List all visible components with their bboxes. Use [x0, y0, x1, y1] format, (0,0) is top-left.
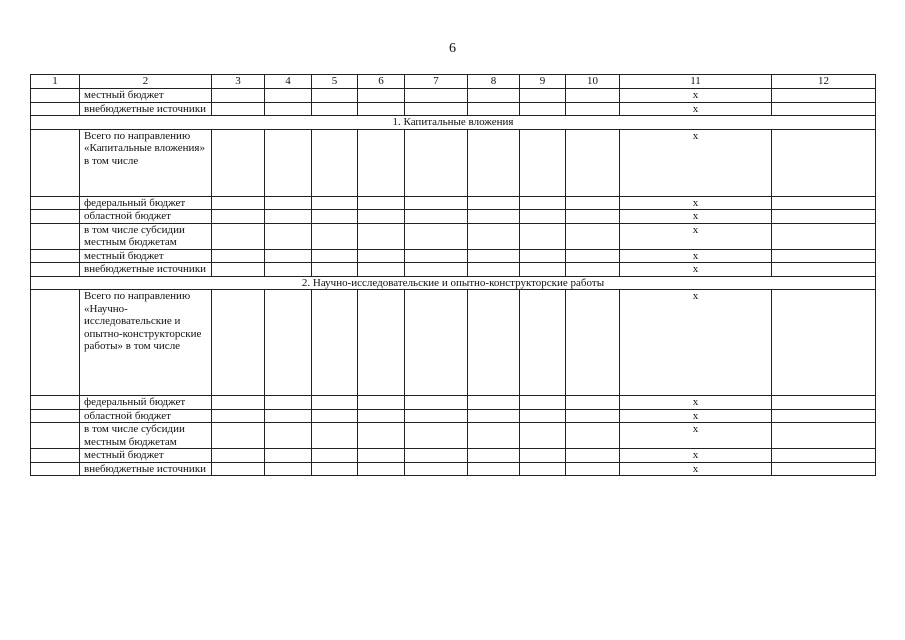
table-row [31, 249, 876, 263]
table-row [31, 196, 876, 210]
section-header-row [31, 116, 876, 130]
table-row [31, 290, 876, 396]
table-row [31, 396, 876, 410]
row-mark: x [620, 102, 772, 116]
budget-table [30, 74, 876, 476]
column-header: 6 [358, 75, 405, 89]
row-label: федеральный бюджет [80, 396, 212, 410]
column-header: 12 [772, 75, 876, 89]
table-row [31, 223, 876, 249]
table-row [31, 263, 876, 277]
section-title: 1. Капитальные вложения [31, 116, 876, 130]
section-title: 2. Научно-исследовательские и опытно-конструкторские работы [31, 276, 876, 290]
table-row [31, 462, 876, 476]
section-header-row [31, 276, 876, 290]
column-header: 4 [265, 75, 312, 89]
row-label: местный бюджет [80, 449, 212, 463]
row-mark: x [620, 89, 772, 103]
column-header: 1 [31, 75, 80, 89]
table-row [31, 89, 876, 103]
row-mark: x [620, 210, 772, 224]
row-label: в том числе субсидии местным бюджетам [80, 423, 212, 449]
column-header: 9 [520, 75, 566, 89]
row-label: областной бюджет [80, 409, 212, 423]
row-mark: x [620, 223, 772, 249]
column-header: 7 [405, 75, 468, 89]
table-row [31, 423, 876, 449]
row-mark: x [620, 129, 772, 196]
row-label: внебюджетные источники [80, 462, 212, 476]
column-header: 10 [566, 75, 620, 89]
row-label: федеральный бюджет [80, 196, 212, 210]
row-label: местный бюджет [80, 249, 212, 263]
row-label: внебюджетные источники [80, 102, 212, 116]
table-row [31, 210, 876, 224]
row-mark: x [620, 263, 772, 277]
header-row [31, 75, 876, 89]
row-label: местный бюджет [80, 89, 212, 103]
row-mark: x [620, 396, 772, 410]
row-mark: x [620, 449, 772, 463]
row-mark: x [620, 423, 772, 449]
row-label: областной бюджет [80, 210, 212, 224]
row-mark: x [620, 462, 772, 476]
table-row [31, 102, 876, 116]
row-label: Всего по направлению «Капитальные вложения» в том числе [80, 129, 212, 196]
row-mark: x [620, 196, 772, 210]
row-label: Всего по направлению «Научно-исследовательские и опытно-конструкторские работы» в том числе [80, 290, 212, 396]
page-number: 6 [449, 41, 456, 56]
table-row [31, 409, 876, 423]
row-label: в том числе субсидии местным бюджетам [80, 223, 212, 249]
column-header: 11 [620, 75, 772, 89]
row-mark: x [620, 409, 772, 423]
column-header: 5 [312, 75, 358, 89]
column-header: 2 [80, 75, 212, 89]
row-label: внебюджетные источники [80, 263, 212, 277]
column-header: 3 [212, 75, 265, 89]
table-row [31, 449, 876, 463]
column-header: 8 [468, 75, 520, 89]
row-mark: x [620, 290, 772, 396]
row-mark: x [620, 249, 772, 263]
table-row [31, 129, 876, 196]
